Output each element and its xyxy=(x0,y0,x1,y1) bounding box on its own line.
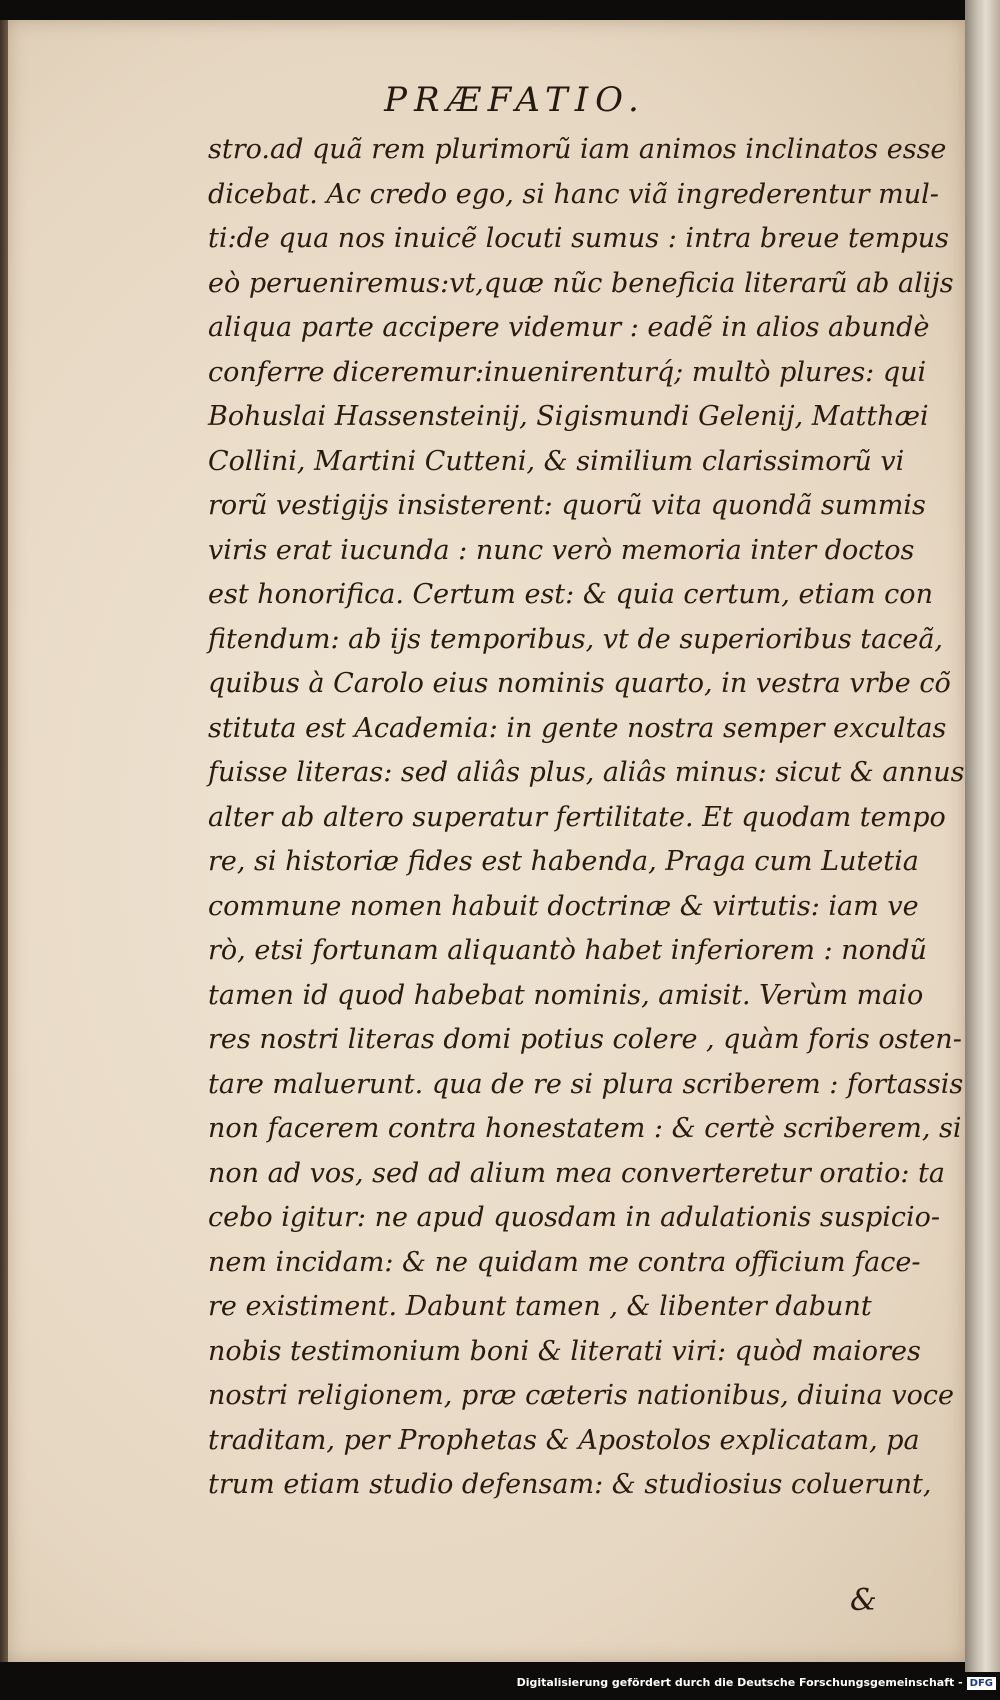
text-line: nem incidam: & ne quidam me contra officium face- xyxy=(208,1246,921,1278)
text-line: cebo igitur: ne apud quosdam in adulationis suspicio- xyxy=(208,1202,941,1233)
text-line: re, si historiæ fides est habenda, Praga cum Lutetia xyxy=(208,846,919,877)
text-line: aliqua parte accipere videmur : eadẽ in alios abundè xyxy=(208,312,930,343)
text-line: ti:de qua nos inuicẽ locuti sumus : intra breue tempus xyxy=(208,223,949,254)
body-text xyxy=(208,128,965,1508)
digitization-credit xyxy=(0,1676,996,1690)
book-spine-edge xyxy=(0,20,8,1662)
page-heading: PRÆFATIO. xyxy=(384,80,646,120)
catchword: & xyxy=(850,1583,877,1618)
text-line: Collini, Martini Cutteni, & similium clarissimorũ vi xyxy=(208,445,905,477)
text-line: est honorifica. Certum est: & quia certum, etiam con xyxy=(208,579,933,610)
text-line: tare maluerunt. qua de re si plura scriberem : fortassis xyxy=(208,1068,964,1100)
text-line: fuisse literas: sed aliâs plus, aliâs minus: sicut & annus xyxy=(208,757,965,788)
text-line: re existiment. Dabunt tamen , & libenter dabunt xyxy=(208,1291,872,1322)
text-line: stituta est Academia: in gente nostra semper excultas xyxy=(208,712,947,744)
text-line: rò, etsi fortunam aliquantò habet inferiorem : nondũ xyxy=(208,935,927,966)
text-line: tamen id quod habebat nominis, amisit. Verùm maio xyxy=(208,979,924,1011)
text-line: quibus à Carolo eius nominis quarto, in vestra vrbe cõ xyxy=(208,668,951,699)
text-line: eò perueniremus:vt,quæ nũc beneficia literarũ ab alijs xyxy=(208,267,954,299)
text-line: viris erat iucunda : nunc verò memoria inter doctos xyxy=(208,534,915,566)
text-line: nostri religionem, præ cæteris nationibus, diuina voce xyxy=(208,1380,954,1411)
credit-text: Digitalisierung gefördert durch die Deutsche Forschungsgemeinschaft - xyxy=(516,1676,963,1689)
text-line: Bohuslai Hassensteinij, Sigismundi Gelenij, Matthæi xyxy=(208,401,929,432)
text-line: traditam, per Prophetas & Apostolos explicatam, pa xyxy=(208,1424,920,1456)
text-line: commune nomen habuit doctrinæ & virtutis: iam ve xyxy=(208,890,919,922)
text-line: nobis testimonium boni & literati viri: quòd maiores xyxy=(208,1335,921,1367)
text-line: stro.ad quã rem plurimorũ iam animos inclinatos esse xyxy=(208,134,947,165)
text-line: dicebat. Ac credo ego, si hanc viã ingrederentur mul- xyxy=(208,178,939,210)
dfg-logo: DFG xyxy=(967,1677,996,1690)
page-edge-stack xyxy=(965,0,1000,1672)
text-line: non ad vos, sed ad alium mea converteretur oratio: ta xyxy=(208,1157,945,1189)
text-line: trum etiam studio defensam: & studiosius coluerunt, xyxy=(208,1469,932,1500)
text-line: fitendum: ab ijs temporibus, vt de superioribus taceã, xyxy=(208,623,944,655)
text-line: conferre diceremur:inuenirenturq́; multò plures: qui xyxy=(208,356,927,388)
text-line: non facerem contra honestatem : & certè scriberem, si xyxy=(208,1113,962,1144)
text-line: rorũ vestigijs insisterent: quorũ vita quondã summis xyxy=(208,490,926,521)
text-line: alter ab altero superatur fertilitate. Et quodam tempo xyxy=(208,801,946,833)
text-line: res nostri literas domi potius colere , quàm foris osten- xyxy=(208,1024,962,1055)
